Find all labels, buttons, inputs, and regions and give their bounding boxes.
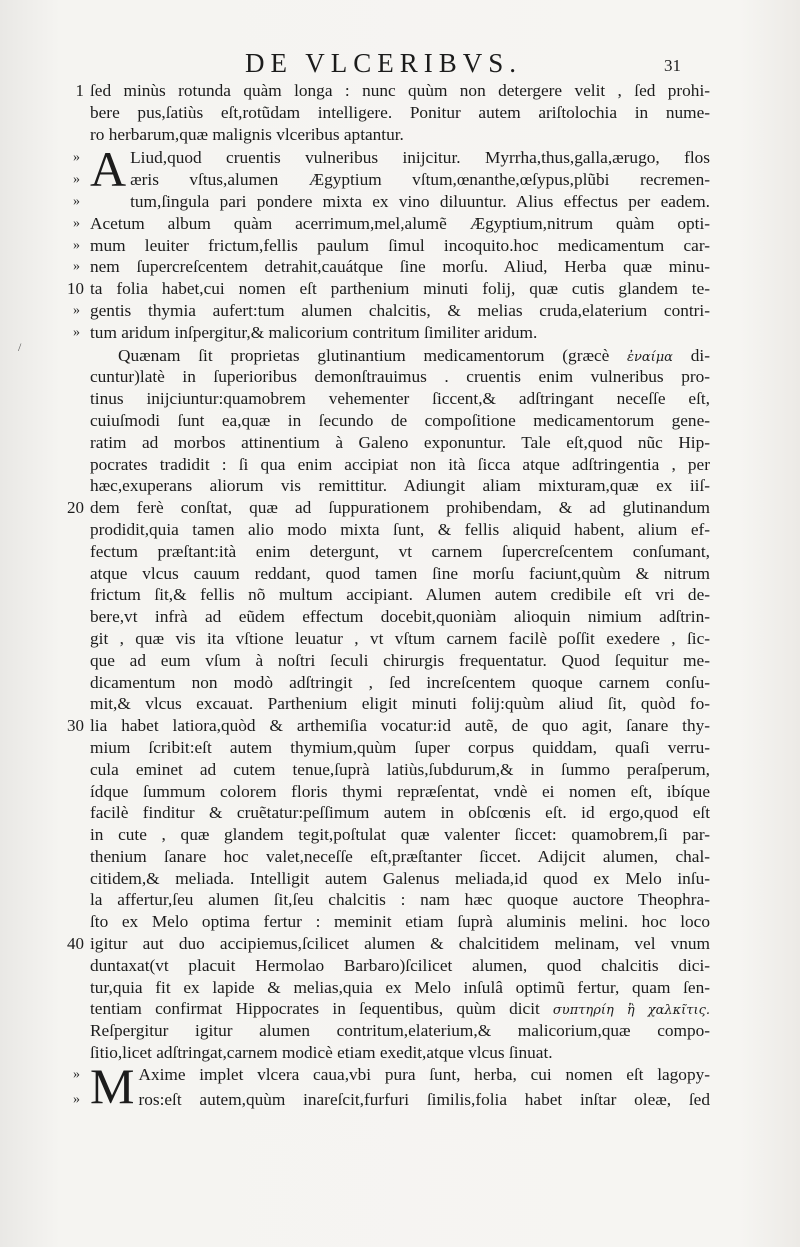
- text-line: [75, 80, 710, 102]
- text-line: [90, 102, 710, 124]
- line-text: ros:eſt autem,quùm inareſcit,furfuri ſimilis,folia habet inſtar oleæ, ſed: [138, 1089, 710, 1109]
- line-text: git , quæ vis ita vſtione leuatur , vt vſtum carnem facilè poſſit exedere , ſic-: [90, 628, 710, 648]
- text-line: [67, 497, 710, 519]
- text-line: [90, 802, 710, 824]
- line-text: bere,vt infrà ad eũdem effectum docebit,quoniàm alioquin nimium adſtrin-: [90, 607, 710, 627]
- line-text: Liud,quod cruentis vulneribus inijcitur. Myrrha,thus,galla,ærugo, flos: [130, 148, 710, 168]
- line-text: æris vſtus,alumen Ægyptium vſtum,œnanthe,œſypus,plũbi recremen-: [130, 170, 710, 190]
- line-text: fectum præſtant:ità enim detergunt, vt carnem ſupercreſcentem conſumant,: [90, 541, 710, 561]
- text-line: [67, 715, 710, 737]
- line-text: igitur aut duo accipiemus,ſcilicet alumen & chalcitidem melinam, vel vnum: [90, 934, 710, 954]
- line-number: 10: [67, 279, 84, 299]
- line-text: hæc,exuperans aliorum vis remittitur. Adiungit aliam mixturam,quæ ex iiſ-: [90, 476, 710, 496]
- line-text: cuntur)latè in ſuperioribus demonſtrauimus . cruentis enim vulneribus pro-: [90, 367, 710, 387]
- text-line: [73, 169, 710, 191]
- text-line: [90, 672, 710, 694]
- text-line: [90, 345, 710, 367]
- line-tail: di-: [672, 345, 710, 365]
- drop-cap: A: [90, 141, 127, 198]
- text-line: [90, 824, 710, 846]
- text-line: [90, 737, 710, 759]
- line-text: cula eminet ad cutem tenue,ſuprà latiùs,ſubdurum,& in ſummo peraſperum,: [90, 759, 710, 779]
- text-line: [90, 584, 710, 606]
- text-line: [90, 693, 710, 715]
- quote-marker: »: [73, 324, 80, 340]
- line-text: tinus inijciuntur:quamobrem vehementer ſiccent,& adſtringant neceſſe eſt,: [90, 389, 710, 409]
- running-title: DE VLCERIBVS.: [245, 48, 523, 78]
- text-body: [67, 80, 710, 1114]
- text-line: [90, 650, 710, 672]
- line-text: mit,& vlcus excauat. Parthenium eligit minuti folij:quùm aliud ſit, quòd fo-: [90, 694, 710, 714]
- text-line: [90, 889, 710, 911]
- line-number: 20: [67, 498, 84, 518]
- line-text: la affertur,ſeu alumen ſit,ſeu chalcitis : nam hæc quoque auctore Theophra-: [90, 890, 710, 910]
- line-text: ſed minùs rotunda quàm longa : nunc quùm non detergere velit , ſed prohi-: [90, 81, 710, 100]
- line-text: dem ferè conſtat, quæ ad ſuppurationem prohibendam, & ad glutinandum: [90, 498, 710, 518]
- text-line: [90, 955, 710, 977]
- text-line: [67, 933, 710, 955]
- text-line: [90, 454, 710, 476]
- line-text: citidem,& meliada. Intelligit autem Galenus meliada,id quod ex Melo inſu-: [90, 868, 710, 888]
- line-number: 1: [75, 81, 84, 100]
- text-line: [73, 235, 710, 257]
- text-line: [90, 410, 710, 432]
- line-text: tur,quia fit ex lapide & melias,quia ex Melo inſulâ optimũ fertur, quam ſen-: [90, 977, 710, 997]
- text-line: [73, 191, 710, 213]
- text-line: [90, 432, 710, 454]
- line-text: Axime implet vlcera caua,vbi pura ſunt, herba, cui nomen eſt lagopy-: [138, 1064, 710, 1084]
- line-text: nem ſupercreſcentem detrahit,cauátque ſine morſu. Aliud, Herba quæ minu-: [90, 257, 710, 277]
- text-line: [90, 388, 710, 410]
- running-head: [0, 44, 800, 80]
- line-text: facilè finditur & cruẽtatur:peſſimum autem in obſcœnis eſt. id ergo,quod eſt: [90, 803, 710, 823]
- line-text: que ad eum vſum à noſtri ſeculi chirurgis frequentatur. Quod ſequitur me-: [90, 650, 710, 670]
- line-text: Reſpergitur igitur alumen contritum,elaterium,& malicorium,quæ compo-: [90, 1021, 710, 1041]
- line-number: 30: [67, 716, 84, 736]
- text-line: [90, 519, 710, 541]
- text-line: [90, 475, 710, 497]
- line-text: Quænam ſit proprietas glutinantium medicamentorum (græcè: [118, 345, 610, 365]
- quote-marker: »: [73, 193, 80, 209]
- quote-marker: »: [73, 215, 80, 231]
- line-text: tum,ſingula pari pondere mixta ex vino diluuntur. Alius effectus per eadem.: [130, 191, 710, 211]
- quote-marker: »: [73, 172, 80, 188]
- line-text: dicamentum non modò adſtringit , ſed increſcentem quoque carnem conſu-: [90, 672, 710, 692]
- line-text: prodidit,quia tamen alio modo mixta ſunt, & fellis aliquid habent, alium ef-: [90, 519, 710, 539]
- line-number: 40: [67, 934, 84, 954]
- text-line: [90, 846, 710, 868]
- line-text: frictum ſit,& fellis nõ multum accipiant. Alumen autem credibile eſt vri de-: [90, 585, 710, 605]
- text-line: [90, 998, 710, 1020]
- line-text: tentiam confirmat Hippocrates in ſequentibus, quùm dicit: [90, 999, 540, 1019]
- text-line: [90, 781, 710, 803]
- line-text: ratim ad morbos attinentium à Galeno exponuntur. Tale eſt,quod nũc Hip-: [90, 432, 710, 452]
- text-line: [73, 1089, 710, 1111]
- text-line: [90, 977, 710, 999]
- line-text: mum leuiter frictum,fellis paulum ſimul incoquito.hoc medicamentum car-: [90, 235, 710, 255]
- line-text: lia habet latiora,quòd & arthemiſia vocatur:id autẽ, de quo agit, ſanare thy-: [90, 716, 710, 736]
- line-text: ídque ſummum colorem floris thymi repræſentat, vndè ei nomen eſt, ibíque: [90, 781, 710, 801]
- quote-marker: »: [73, 1066, 80, 1082]
- text-line: [90, 124, 710, 146]
- text-line: [90, 911, 710, 933]
- text-line: [67, 278, 710, 300]
- text-line: [90, 1020, 710, 1042]
- text-line: [73, 322, 710, 344]
- drop-cap: M: [90, 1057, 135, 1114]
- text-line: [90, 868, 710, 890]
- text-line: [90, 1042, 710, 1064]
- line-text: gentis thymia aufert:tum alumen chalcitis, & melias cruda,elaterium contri-: [90, 300, 710, 320]
- page-number: 31: [664, 56, 681, 75]
- line-text: thenium ſanare hoc valet,neceſſe eſt,præſtanter ſiccet. Adijcit alumen, chal-: [90, 846, 710, 866]
- text-line: [90, 541, 710, 563]
- greek-word: συπτηρίη ἢ χαλκῖτις.: [539, 1003, 710, 1019]
- line-text: in cute , quæ glandem tegit,poſtulat quæ valenter ſiccet: quamobrem,ſi par-: [90, 825, 710, 845]
- line-text: atque vlcus cauum reddant, quod tamen ſine morſu faciunt,quùm & nitrum: [90, 563, 710, 583]
- line-text: ta folia habet,cui nomen eſt parthenium minuti folij, quæ cutis glandem te-: [90, 279, 710, 299]
- line-text: duntaxat(vt placuit Hermolao Barbaro)ſcilicet alumen, quod chalcitis dici-: [90, 955, 710, 975]
- text-line: [73, 300, 710, 322]
- quote-marker: »: [73, 150, 80, 166]
- margin-stray-mark: /: [18, 340, 22, 354]
- text-line: [90, 366, 710, 388]
- line-text: tum aridum inſpergitur,& malicorium contritum ſimiliter aridum.: [90, 322, 538, 342]
- text-line: [90, 628, 710, 650]
- line-text: cuiuſmodi ſunt ea,quæ in ſecundo de compoſitione medicamentorum gene-: [90, 410, 710, 430]
- line-text: ſitio,licet adſtringat,carnem modicè etiam exedit,atque vlcus ſinuat.: [90, 1043, 553, 1063]
- text-line: [73, 256, 710, 278]
- line-text: Acetum album quàm acerrimum,mel,alumẽ Ægyptium,nitrum quàm opti-: [90, 213, 710, 233]
- text-line: [90, 759, 710, 781]
- quote-marker: »: [73, 259, 80, 275]
- quote-marker: »: [73, 237, 80, 253]
- quote-marker: »: [73, 1091, 80, 1107]
- line-text: mium ſcribit:eſt autem thymium,quùm ſuper corpus quiddam, quaſi verru-: [90, 737, 710, 757]
- line-text: ro herbarum,quæ malignis vlceribus aptantur.: [90, 124, 404, 144]
- text-line: [73, 213, 710, 235]
- text-line: [90, 563, 710, 585]
- text-line: [90, 606, 710, 628]
- line-text: pocrates tradidit : ſi qua enim accipiat non ità ſicca atque adſtringentia , per: [90, 454, 710, 474]
- quote-marker: »: [73, 302, 80, 318]
- line-text: bere pus,ſatiùs eſt,rotũdam intelligere. Ponitur autem ariſtolochia in nume-: [90, 102, 710, 122]
- greek-word: ἐναίμα: [609, 349, 673, 365]
- line-text: ſto ex Melo optima fertur : meminit etiam ſuprà aluminis melini. hoc loco: [90, 912, 710, 932]
